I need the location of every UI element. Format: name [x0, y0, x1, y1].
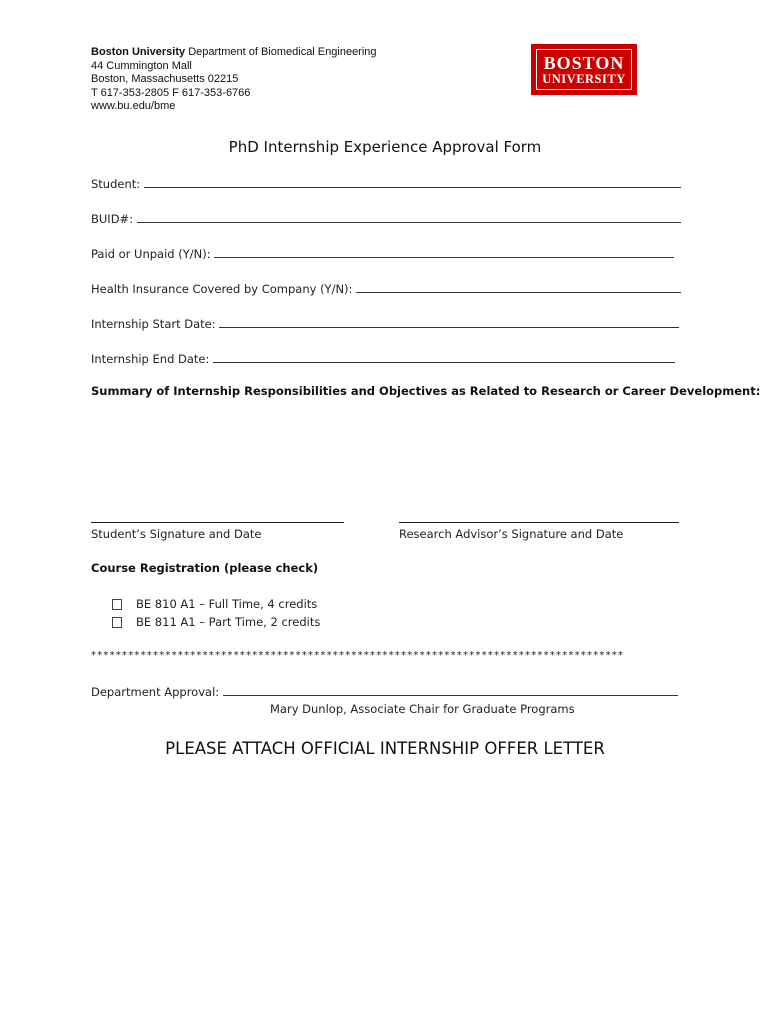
website: www.bu.edu/bme — [91, 100, 176, 113]
end-date-label: Internship End Date: — [91, 352, 210, 366]
buid-field[interactable] — [91, 211, 681, 226]
student-field[interactable] — [91, 176, 681, 191]
address-city: Boston, Massachusetts 02215 — [91, 73, 239, 86]
student-signature-label: Student’s Signature and Date — [91, 527, 262, 541]
part-time-label: BE 811 A1 – Part Time, 2 credits — [136, 615, 321, 629]
advisor-signature-label: Research Advisor’s Signature and Date — [399, 527, 624, 541]
start-date-field[interactable] — [91, 316, 681, 331]
course-option-full-time[interactable] — [112, 597, 317, 611]
student-line[interactable] — [144, 176, 681, 188]
student-label: Student: — [91, 177, 141, 191]
paid-field[interactable] — [91, 246, 681, 261]
full-time-checkbox[interactable] — [112, 599, 122, 610]
end-date-field[interactable] — [91, 351, 681, 366]
separator: ************************************************************************************** — [91, 650, 625, 661]
part-time-checkbox[interactable] — [112, 617, 122, 628]
phone-fax: T 617-353-2805 F 617-353-6766 — [91, 86, 251, 99]
paid-label: Paid or Unpaid (Y/N): — [91, 247, 211, 261]
form-title: PhD Internship Experience Approval Form — [228, 138, 542, 156]
department-approval-field[interactable] — [91, 684, 681, 699]
logo-text-boston: BOSTON — [543, 52, 625, 73]
buid-label: BUID#: — [91, 212, 134, 226]
department-approval-label: Department Approval: — [91, 685, 220, 699]
start-date-line[interactable] — [219, 316, 679, 328]
address-street: 44 Cummington Mall — [91, 59, 192, 72]
department-approval-line[interactable] — [223, 684, 678, 696]
health-insurance-label: Health Insurance Covered by Company (Y/N): — [91, 282, 353, 296]
health-insurance-line[interactable] — [356, 281, 681, 293]
approver-name: Mary Dunlop, Associate Chair for Graduate Programs — [270, 702, 575, 716]
letterhead — [91, 46, 377, 114]
org-line — [91, 46, 377, 60]
buid-line[interactable] — [137, 211, 681, 223]
attach-notice: PLEASE ATTACH OFFICIAL INTERNSHIP OFFER LETTER — [165, 739, 605, 758]
health-insurance-field[interactable] — [91, 281, 681, 296]
start-date-label: Internship Start Date: — [91, 317, 216, 331]
logo-text-university: UNIVERSITY — [542, 71, 626, 86]
full-time-label: BE 810 A1 – Full Time, 4 credits — [136, 597, 318, 611]
course-option-part-time[interactable] — [112, 615, 320, 629]
org-name: Boston University — [91, 46, 186, 58]
course-registration-heading: Course Registration (please check) — [91, 561, 319, 575]
advisor-signature-line[interactable] — [399, 522, 679, 523]
end-date-line[interactable] — [213, 351, 675, 363]
student-signature-line[interactable] — [91, 522, 344, 523]
summary-heading: Summary of Internship Responsibilities and Objectives as Related to Research or Career Development: — [91, 384, 761, 398]
boston-university-logo — [531, 44, 637, 95]
paid-line[interactable] — [214, 246, 674, 258]
logo-frame — [536, 49, 632, 90]
department-name: Department of Biomedical Engineering — [185, 46, 377, 58]
